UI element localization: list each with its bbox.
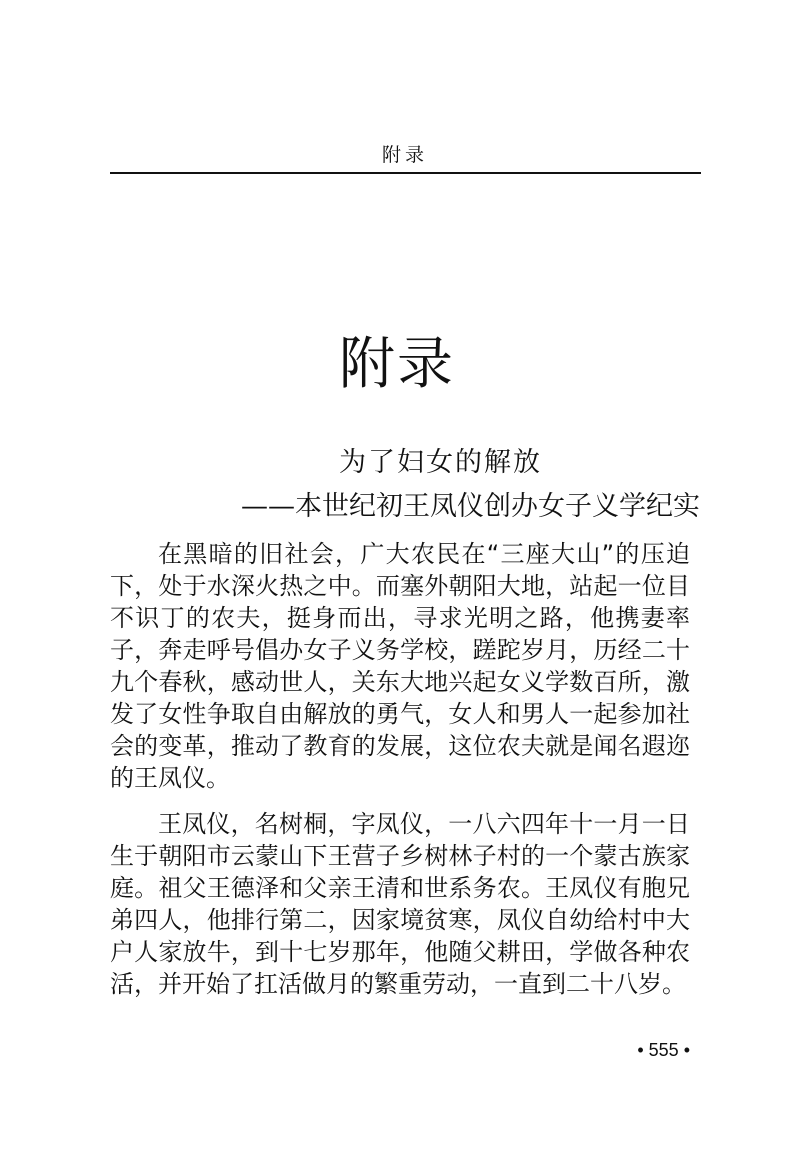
article-title (110, 442, 700, 484)
article-subtitle: ——本世纪初王凤仪创办女子义学纪实 (241, 491, 700, 522)
page-number: • 555 • (637, 1040, 690, 1060)
header-rule (110, 172, 701, 174)
article-title-text: 为了妇女的解放 (339, 447, 542, 478)
chapter-title: 附录 (339, 332, 455, 397)
paragraph-1: 在黑暗的旧社会，广大农民在“三座大山”的压迫下，处于水深火热之中。而塞外朝阳大地，站起一位目不识丁的农夫，挺身而出，寻求光明之路，他携妻率子，奔走呼号倡办女子义务学校，蹉跎岁月，历经二十九个春秋，感动世人，关东大地兴起女义学数百所，激发了女性争取自由解放的勇气，女人和男人一起参加社会的变革，推动了教育的发展，这位农夫就是闻名遐迩的王凤仪。 (110, 540, 690, 792)
article-body (110, 538, 690, 1014)
paragraph-2: 王凤仪，名树桐，字凤仪，一八六四年十一月一日生于朝阳市云蒙山下王营子乡树林子村的一个蒙古族家庭。祖父王德泽和父亲王清和世系务农。王凤仪有胞兄弟四人，他排行第二，因家境贫寒，凤仪自幼给村中大户人家放牛，到十七岁那年，他随父耕田，学做各种农活，并开始了扛活做月的繁重劳动，一直到二十八岁。 (110, 810, 690, 998)
running-header: 附录 (381, 144, 428, 166)
